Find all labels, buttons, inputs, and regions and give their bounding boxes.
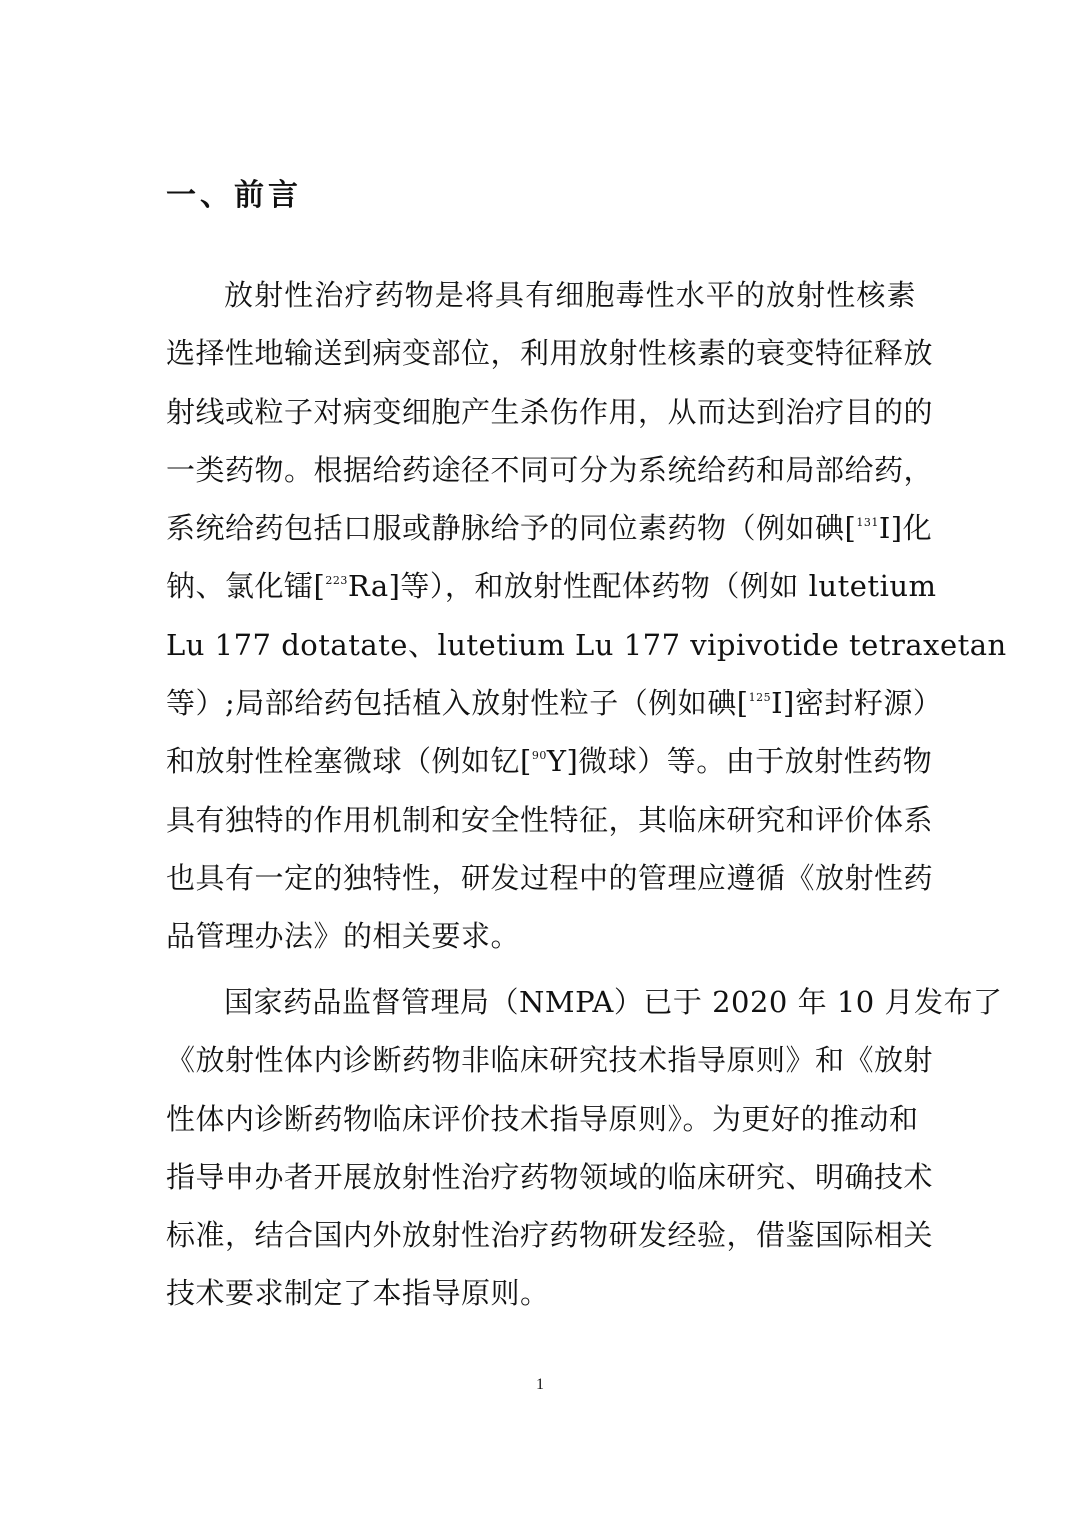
paragraph-line <box>166 674 943 732</box>
isotope-mass-number: 90 <box>531 749 547 763</box>
paragraph-introduction <box>166 266 1007 966</box>
paragraph-line: 放射性治疗药物是将具有细胞毒性水平的放射性核素 <box>224 278 916 312</box>
paragraph-line: 性体内诊断药物临床评价技术指导原则》。为更好的推动和 <box>166 1101 919 1136</box>
paragraph-line <box>166 499 933 557</box>
paragraph-line: 《放射性体内诊断药物非临床研究技术指导原则》和《放射 <box>166 1043 934 1078</box>
text-segment: I]化 <box>878 511 933 546</box>
paragraph-line: 也具有一定的独特性，研发过程中的管理应遵循《放射性药 <box>166 860 934 895</box>
paragraph-line: Lu 177 dotatate、lutetium Lu 177 vipivotide tetraxetan <box>166 627 1007 662</box>
paragraph-line: 具有独特的作用机制和安全性特征，其临床研究和评价体系 <box>166 802 934 837</box>
text-segment: I]密封籽源） <box>771 686 943 721</box>
text-segment: 钠、氯化镭[ <box>166 569 326 604</box>
paragraph-line: 标准，结合国内外放射性治疗药物研发经验，借鉴国际相关 <box>166 1218 934 1253</box>
text-segment: 等）;局部给药包括植入放射性粒子（例如碘[ <box>166 686 749 721</box>
text-segment: 和放射性栓塞微球（例如钇[ <box>166 744 532 779</box>
isotope-mass-number: 223 <box>325 574 348 588</box>
paragraph-line <box>166 557 937 615</box>
text-segment: 系统给药包括口服或静脉给予的同位素药物（例如碘[ <box>166 511 857 546</box>
isotope-mass-number: 131 <box>856 516 879 530</box>
paragraph-line: 一类药物。根据给药途径不同可分为系统给药和局部给药， <box>166 452 934 487</box>
paragraph-line: 选择性地输送到病变部位，利用放射性核素的衰变特征释放 <box>166 336 934 371</box>
paragraph-line: 技术要求制定了本指导原则。 <box>166 1276 550 1311</box>
text-segment: Ra]等），和放射性配体药物（例如 lutetium <box>347 569 937 604</box>
paragraph-line: 射线或粒子对病变细胞产生杀伤作用，从而达到治疗目的的 <box>166 394 934 429</box>
section-heading: 一、前言 <box>166 178 302 213</box>
paragraph-line: 品管理办法》的相关要求。 <box>166 919 521 954</box>
page-number: 1 <box>536 1376 544 1393</box>
paragraph-line <box>166 732 933 790</box>
text-segment: Y]微球）等。由于放射性药物 <box>546 744 933 779</box>
paragraph-background <box>166 973 1003 1323</box>
isotope-mass-number: 125 <box>748 691 772 705</box>
paragraph-line: 指导申办者开展放射性治疗药物领域的临床研究、明确技术 <box>166 1159 934 1194</box>
paragraph-line: 国家药品监督管理局（NMPA）已于 2020 年 10 月发布了 <box>224 985 1003 1019</box>
